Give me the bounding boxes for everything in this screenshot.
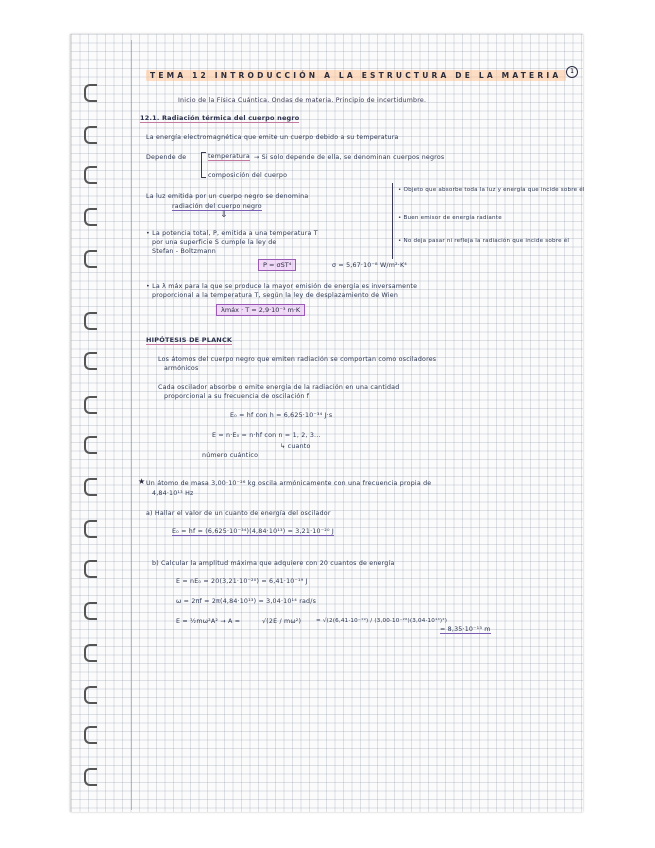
binder-ring-icon [84, 312, 97, 330]
binder-ring-icon [84, 352, 97, 370]
exercise-b-result-text: = 8,35·10⁻¹³ m [440, 626, 491, 633]
binder-ring-icon [84, 436, 97, 454]
exercise-a-answer [172, 528, 334, 535]
section-heading-text: 12.1. Radiación térmica del cuerpo negro [140, 114, 300, 122]
binder-ring-icon [84, 208, 97, 226]
planck-heading-text: HIPÓTESIS DE PLANCK [146, 336, 233, 344]
potencia-line: por una superficie S cumple la ley de [152, 239, 277, 246]
wien-formula-box: λmáx · T = 2,9·10⁻³ m·K [216, 304, 305, 316]
body-text: La energía electromagnética que emite un cuerpo debido a su temperatura [146, 134, 399, 141]
binder-ring-icon [84, 84, 97, 102]
exercise-b-question: b) Calcular la amplitud máxima que adquiere con 20 cuantos de energía [152, 560, 395, 567]
planck-heading [146, 336, 232, 344]
sigma-value: σ = 5,67·10⁻⁸ W/m²·K⁴ [332, 262, 408, 269]
binder-ring-icon [84, 560, 97, 578]
exercise-b-line: E = ½mω²A² → A = [176, 618, 241, 625]
wien-line: proporcional a la temperatura T, según la ley de desplazamiento de Wien [152, 292, 399, 299]
numero-cuantico-note: número cuántico [202, 452, 259, 459]
subtitle: Inicio de la Física Cuántica. Ondas de materia. Principio de incertidumbre. [178, 97, 427, 104]
page-number: 1 [566, 66, 578, 78]
binder-ring-icon [84, 602, 97, 620]
star-icon: ★ [138, 477, 146, 486]
cuanto-note: ↳ cuanto [280, 443, 311, 450]
binder-ring-icon [84, 126, 97, 144]
stefan-formula-box: P = σST⁴ [258, 259, 296, 271]
temperatura-note: → Si solo depende de ella, se denominan cuerpos negros [254, 154, 445, 161]
binder-ring-icon [84, 644, 97, 662]
binder-ring-icon [84, 686, 97, 704]
binder-ring-icon [84, 768, 97, 786]
side-note: • Objeto que absorbe toda la luz y energía que incide sobre él [398, 187, 585, 193]
exercise-b-line: E = nE₀ = 20(3,21·10⁻²⁰) = 6,41·10⁻¹⁹ J [176, 578, 308, 585]
radiacion-text: radiación del cuerpo negro [172, 203, 262, 210]
margin-line [131, 40, 132, 810]
luz-line: La luz emitida por un cuerpo negro se denomina [146, 193, 309, 200]
composicion-label: composición del cuerpo [208, 172, 288, 179]
binder-ring-icon [84, 726, 97, 744]
planck-line: Los átomos del cuerpo negro que emiten radiación se comportan como osciladores [158, 356, 437, 363]
depende-label: Depende de [146, 154, 187, 161]
brace-icon [201, 152, 206, 178]
exercise-b-line: ω = 2πf = 2π(4,84·10¹³) = 3,04·10¹⁴ rad/s [176, 598, 317, 605]
potencia-line: • La potencia total, P, emitida a una temperatura T [146, 230, 318, 237]
exercise-statement: 4,84·10¹³ Hz [152, 490, 194, 497]
temperatura-text: temperatura [208, 153, 250, 160]
exercise-a-answer-text: E₀ = hf = (6,625·10⁻³⁴)(4,84·10¹³) = 3,21·10⁻²⁰ J [172, 528, 334, 535]
planck-line: Cada oscilador absorbe o emite energía de la radiación en una cantidad [158, 384, 400, 391]
binder-ring-icon [84, 396, 97, 414]
side-divider [392, 183, 393, 259]
potencia-line: Stefan - Boltzmann [152, 248, 216, 255]
planck-formula-e0: E₀ = hf con h = 6,625·10⁻³⁴ J·s [230, 412, 333, 419]
exercise-b-result [440, 626, 491, 633]
side-note: • Buen emisor de energía radiante [398, 215, 502, 221]
radiacion-label [172, 203, 262, 210]
binder-ring-icon [84, 250, 97, 268]
temperatura-label [208, 153, 250, 160]
planck-formula-e: E = n·E₀ = n·hf con n = 1, 2, 3... [212, 432, 321, 439]
exercise-b-sqrt: √(2E / mω²) [262, 618, 302, 625]
arrow-down-icon: ⇓ [220, 210, 228, 220]
planck-line: armónicos [164, 365, 199, 372]
exercise-statement: Un átomo de masa 3,00·10⁻²⁶ kg oscila armónicamente con una frecuencia propia de [146, 480, 432, 487]
binder-ring-icon [84, 478, 97, 496]
wien-line: • La λ máx para la que se produce la mayor emisión de energía es inversamente [146, 283, 418, 290]
side-note: • No deja pasar ni refleja la radiación que incide sobre él [398, 238, 570, 244]
binder-ring-icon [84, 166, 97, 184]
section-heading [140, 114, 299, 122]
binder-ring-icon [84, 520, 97, 538]
notebook-sheet [70, 34, 583, 812]
planck-line: proporcional a su frecuencia de oscilación f [164, 393, 310, 400]
exercise-a-question: a) Hallar el valor de un cuanto de energía del oscilador [146, 510, 331, 517]
page-title: TEMA 12 INTRODUCCIÓN A LA ESTRUCTURA DE LA MATERIA [150, 71, 562, 80]
exercise-b-sqrt-values: = √(2(6,41·10⁻¹⁹) / (3,00·10⁻²⁶)(3,04·10¹⁴)²) [316, 618, 448, 624]
